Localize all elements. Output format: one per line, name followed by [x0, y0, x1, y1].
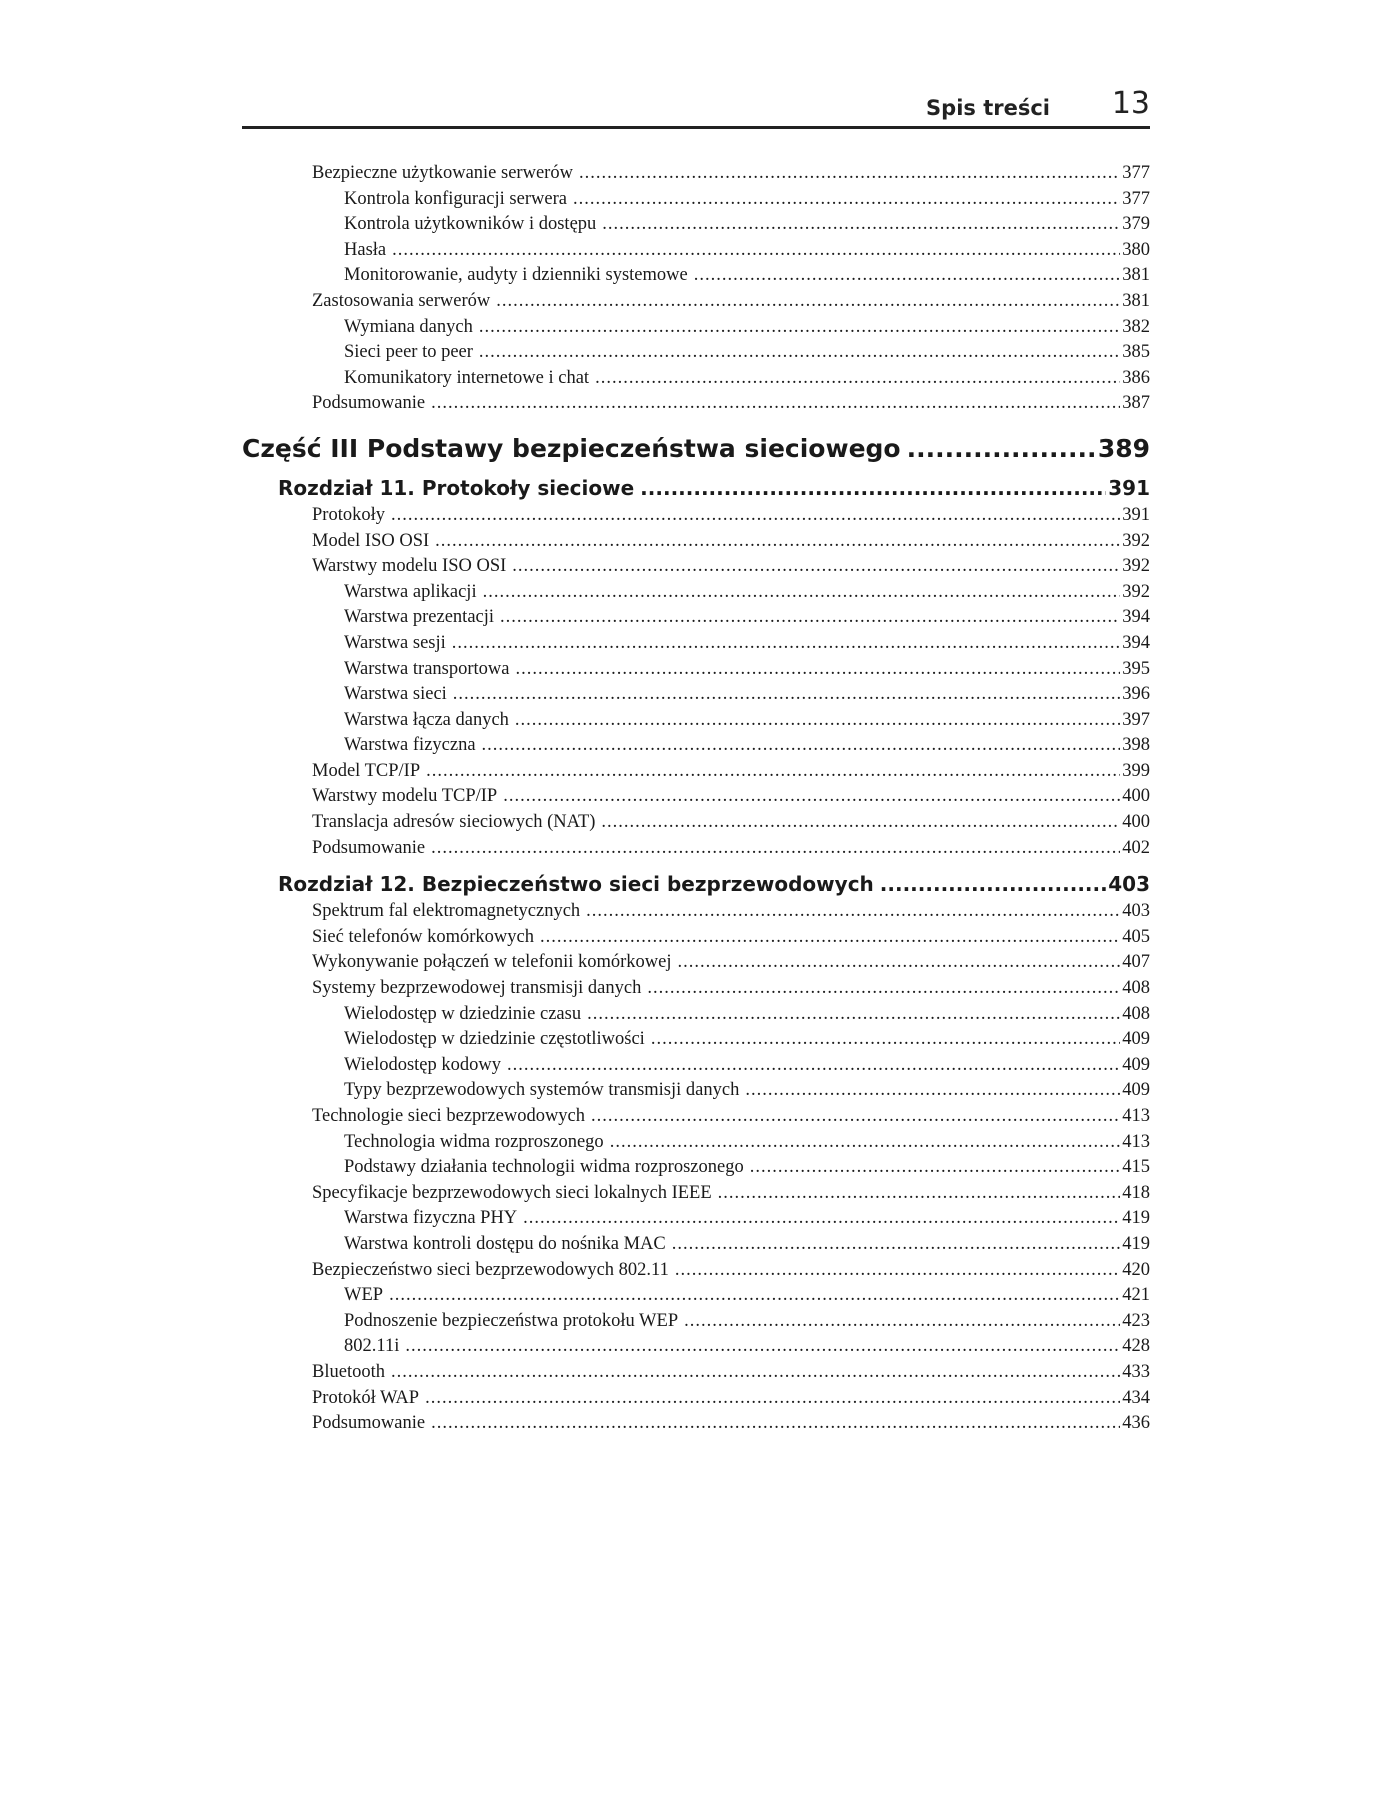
toc-leader-dots: [718, 1181, 1121, 1207]
toc-entry-title: Podnoszenie bezpieczeństwa protokołu WEP: [344, 1310, 679, 1331]
toc-entry-title: Warstwy modelu ISO OSI: [312, 556, 507, 577]
toc-subsection-entry: [242, 580, 1150, 606]
toc-entry-page: 382: [1122, 316, 1150, 337]
toc-subsection-entry: [242, 1155, 1150, 1181]
toc-leader-dots: [640, 473, 1106, 503]
toc-chapter-entry: [242, 869, 1150, 899]
toc-entry-title: Warstwa prezentacji: [344, 607, 495, 628]
toc-subsection-entry: [242, 340, 1150, 366]
toc-leader-dots: [587, 1002, 1120, 1028]
toc-leader-dots: [694, 263, 1121, 289]
toc-entry-page: 386: [1122, 367, 1150, 388]
toc-entry-title: Wielodostęp w dziedzinie częstotliwości: [344, 1029, 645, 1050]
toc-entry-page: 413: [1122, 1106, 1150, 1126]
toc-entry-title: Hasła: [344, 239, 387, 260]
toc-subsection-entry: [242, 1053, 1150, 1079]
toc-entry-title: Systemy bezprzewodowej transmisji danych: [312, 978, 642, 999]
toc-leader-dots: [453, 682, 1120, 708]
toc-chapter-page: 403: [1108, 872, 1150, 897]
toc-leader-dots: [678, 950, 1121, 976]
toc-section-entry: [242, 810, 1150, 836]
toc-entry-page: 421: [1122, 1285, 1150, 1306]
toc-entry-page: 420: [1122, 1259, 1150, 1280]
toc-section-entry: [242, 1360, 1150, 1386]
toc-subsection-entry: [242, 631, 1150, 657]
toc-leader-dots: [435, 529, 1120, 555]
toc-leader-dots: [426, 759, 1120, 785]
toc-leader-dots: [610, 1130, 1121, 1156]
toc-entry-title: Specyfikacje bezprzewodowych sieci lokalnych IEEE: [312, 1182, 712, 1203]
toc-entry-title: Typy bezprzewodowych systemów transmisji danych: [344, 1080, 740, 1101]
toc-leader-dots: [675, 1258, 1120, 1284]
toc-leader-dots: [425, 1386, 1120, 1412]
toc-leader-dots: [503, 784, 1120, 810]
toc-leader-dots: [601, 810, 1120, 836]
toc-leader-dots: [515, 657, 1120, 683]
toc-entry-title: Model ISO OSI: [312, 530, 430, 551]
page-header: [242, 86, 1150, 129]
toc-leader-dots: [672, 1232, 1121, 1258]
toc-section-entry: [242, 899, 1150, 925]
toc-subsection-entry: [242, 1232, 1150, 1258]
toc-entry-page: 394: [1122, 607, 1150, 628]
toc-leader-dots: [745, 1078, 1120, 1104]
toc-block-chapter-12: [242, 899, 1150, 1436]
toc-section-entry: [242, 1181, 1150, 1207]
toc-part-entry: [242, 427, 1150, 471]
toc-entry-page: 394: [1122, 632, 1150, 653]
toc-part-page: 389: [1097, 433, 1150, 463]
toc-leader-dots: [479, 340, 1120, 366]
toc-subsection-entry: [242, 605, 1150, 631]
toc-subsection-entry: [242, 187, 1150, 213]
toc-leader-dots: [684, 1309, 1120, 1335]
toc-entry-page: 391: [1122, 504, 1150, 525]
toc-entry-page: 402: [1122, 837, 1150, 858]
toc-chapter-page: 391: [1108, 475, 1150, 500]
toc-leader-dots: [500, 605, 1120, 631]
toc-entry-title: Warstwa kontroli dostępu do nośnika MAC: [344, 1233, 666, 1254]
toc-entry-page: 433: [1122, 1361, 1150, 1382]
toc-entry-page: 419: [1122, 1208, 1150, 1229]
toc-subsection-entry: [242, 1002, 1150, 1028]
toc-section-entry: [242, 391, 1150, 417]
toc-entry-title: Wielodostęp w dziedzinie czasu: [344, 1003, 582, 1024]
toc-entry-page: 392: [1122, 556, 1150, 577]
toc-leader-dots: [392, 238, 1120, 264]
toc-leader-dots: [515, 708, 1120, 734]
toc-entry-title: Sieć telefonów komórkowych: [312, 926, 534, 947]
toc-entry-page: 377: [1122, 163, 1150, 183]
toc-entry-page: 398: [1122, 735, 1150, 756]
toc-subsection-entry: [242, 366, 1150, 392]
toc-leader-dots: [391, 1360, 1120, 1386]
toc-leader-dots: [482, 733, 1121, 759]
toc-entry-page: 377: [1122, 188, 1150, 209]
toc-entry-title: Podstawy działania technologii widma rozproszonego: [344, 1157, 744, 1178]
toc-entry-page: 400: [1122, 786, 1150, 807]
toc-entry-page: 436: [1122, 1413, 1150, 1434]
toc-entry-title: Podsumowanie: [312, 393, 426, 414]
toc-subsection-entry: [242, 263, 1150, 289]
toc-section-entry: [242, 289, 1150, 315]
toc-entry-page: 408: [1122, 978, 1150, 999]
toc-entry-page: 381: [1122, 265, 1150, 286]
toc-subsection-entry: [242, 1334, 1150, 1360]
toc-leader-dots: [579, 161, 1120, 187]
toc-leader-dots: [540, 925, 1120, 951]
toc-entry-page: 380: [1122, 239, 1150, 260]
toc-entry-page: 409: [1122, 1080, 1150, 1101]
toc-leader-dots: [907, 427, 1096, 471]
toc-entry-title: Warstwy modelu TCP/IP: [312, 786, 498, 807]
toc-leader-dots: [479, 315, 1120, 341]
toc-entry-title: WEP: [344, 1285, 384, 1306]
toc-leader-dots: [512, 554, 1120, 580]
toc-entry-page: 396: [1122, 684, 1150, 705]
toc-entry-page: 423: [1122, 1310, 1150, 1331]
toc-subsection-entry: [242, 212, 1150, 238]
toc-entry-page: 403: [1122, 901, 1150, 922]
toc-subsection-entry: [242, 682, 1150, 708]
toc-leader-dots: [452, 631, 1120, 657]
toc-section-entry: [242, 976, 1150, 1002]
page-number: 13: [1111, 86, 1150, 121]
toc-leader-dots: [750, 1155, 1121, 1181]
toc-entry-title: Kontrola użytkowników i dostępu: [344, 214, 597, 235]
toc-leader-dots: [431, 391, 1120, 417]
toc-subsection-entry: [242, 1309, 1150, 1335]
toc-entry-page: 400: [1122, 812, 1150, 833]
toc-block-chapter-11: [242, 503, 1150, 861]
toc-entry-title: Warstwa transportowa: [344, 658, 510, 679]
toc-entry-title: Translacja adresów sieciowych (NAT): [312, 812, 596, 833]
toc-subsection-entry: [242, 733, 1150, 759]
toc-section-entry: [242, 1386, 1150, 1412]
toc-leader-dots: [389, 1283, 1120, 1309]
toc-leader-dots: [496, 289, 1120, 315]
toc-subsection-entry: [242, 238, 1150, 264]
toc-section-entry: [242, 1258, 1150, 1284]
toc-entry-title: Sieci peer to peer: [344, 342, 473, 363]
toc-entry-title: Bezpieczne użytkowanie serwerów: [312, 163, 573, 183]
toc-leader-dots: [483, 580, 1121, 606]
toc-subsection-entry: [242, 657, 1150, 683]
toc-entry-title: Technologie sieci bezprzewodowych: [312, 1106, 586, 1126]
toc-entry-title: Wykonywanie połączeń w telefonii komórkowej: [312, 952, 672, 973]
toc-entry-page: 405: [1122, 926, 1150, 947]
toc-entry-page: 418: [1122, 1182, 1150, 1203]
toc-leader-dots: [647, 976, 1120, 1002]
toc-entry-title: Podsumowanie: [312, 1413, 426, 1434]
toc-part-title: Część III Podstawy bezpieczeństwa sieciowego: [242, 433, 901, 463]
toc-entry-page: 379: [1122, 214, 1150, 235]
toc-entry-title: Zastosowania serwerów: [312, 290, 491, 311]
toc-section-entry: [242, 1104, 1150, 1130]
toc-chapter-title: Rozdział 11. Protokoły sieciowe: [278, 475, 635, 500]
toc-entry-title: Komunikatory internetowe i chat: [344, 367, 590, 388]
toc-section-entry: [242, 1411, 1150, 1437]
toc-section-entry: [242, 161, 1150, 187]
toc-leader-dots: [602, 212, 1120, 238]
toc-leader-dots: [507, 1053, 1120, 1079]
toc-entry-title: Wielodostęp kodowy: [344, 1054, 501, 1075]
toc-leader-dots: [651, 1027, 1120, 1053]
toc-entry-title: Bezpieczeństwo sieci bezprzewodowych 802.11: [312, 1259, 669, 1280]
toc-entry-page: 395: [1122, 658, 1150, 679]
toc-entry-page: 419: [1122, 1233, 1150, 1254]
toc-subsection-entry: [242, 1130, 1150, 1156]
toc-entry-page: 434: [1122, 1387, 1150, 1408]
toc-entry-page: 409: [1122, 1029, 1150, 1050]
toc-entry-page: 397: [1122, 709, 1150, 730]
toc-entry-page: 385: [1122, 342, 1150, 363]
toc-entry-title: Protokół WAP: [312, 1387, 420, 1408]
toc-entry-page: 392: [1122, 530, 1150, 551]
toc-leader-dots: [595, 366, 1120, 392]
toc-entry-page: 392: [1122, 581, 1150, 602]
toc-section-entry: [242, 759, 1150, 785]
toc-subsection-entry: [242, 1027, 1150, 1053]
toc-chapter-title: Rozdział 12. Bezpieczeństwo sieci bezprzewodowych: [278, 872, 874, 897]
toc-entry-title: Wymiana danych: [344, 316, 473, 337]
toc-entry-title: Warstwa łącza danych: [344, 709, 509, 730]
toc-entry-page: 428: [1122, 1336, 1150, 1357]
toc-entry-page: 413: [1122, 1131, 1150, 1152]
toc-leader-dots: [591, 1104, 1120, 1130]
toc-leader-dots: [431, 1411, 1120, 1437]
running-title: Spis treści: [926, 96, 1050, 120]
toc-leader-dots: [405, 1334, 1120, 1360]
toc-subsection-entry: [242, 315, 1150, 341]
toc-subsection-entry: [242, 1206, 1150, 1232]
toc-entry-title: Warstwa sesji: [344, 632, 446, 653]
toc-entry-title: Warstwa sieci: [344, 684, 447, 705]
toc-leader-dots: [523, 1206, 1120, 1232]
toc-section-entry: [242, 950, 1150, 976]
toc-entry-title: Bluetooth: [312, 1361, 385, 1382]
toc-leader-dots: [586, 899, 1120, 925]
toc-entry-page: 409: [1122, 1054, 1150, 1075]
toc-leader-dots: [880, 869, 1106, 899]
toc-entry-page: 407: [1122, 952, 1150, 973]
toc-entry-title: Technologia widma rozproszonego: [344, 1131, 604, 1152]
toc-subsection-entry: [242, 708, 1150, 734]
toc-leader-dots: [391, 503, 1120, 529]
toc-chapter-entry: [242, 473, 1150, 503]
toc-entry-title: Kontrola konfiguracji serwera: [344, 188, 567, 209]
table-of-contents: [242, 161, 1150, 1437]
toc-entry-page: 387: [1122, 393, 1150, 414]
toc-block-server-security: [242, 161, 1150, 417]
toc-section-entry: [242, 784, 1150, 810]
toc-entry-page: 381: [1122, 290, 1150, 311]
toc-entry-title: Protokoły: [312, 504, 385, 525]
toc-entry-title: Warstwa aplikacji: [344, 581, 477, 602]
toc-entry-title: Warstwa fizyczna PHY: [344, 1208, 518, 1229]
toc-entry-page: 399: [1122, 760, 1150, 781]
toc-entry-title: Model TCP/IP: [312, 760, 421, 781]
toc-section-entry: [242, 503, 1150, 529]
toc-entry-title: Podsumowanie: [312, 837, 426, 858]
toc-section-entry: [242, 529, 1150, 555]
toc-entry-page: 415: [1122, 1157, 1150, 1178]
toc-section-entry: [242, 836, 1150, 862]
toc-entry-title: Spektrum fal elektromagnetycznych: [312, 901, 581, 922]
toc-entry-title: Warstwa fizyczna: [344, 735, 476, 756]
toc-entry-title: Monitorowanie, audyty i dzienniki systemowe: [344, 265, 688, 286]
toc-section-entry: [242, 554, 1150, 580]
toc-entry-title: 802.11i: [344, 1336, 400, 1357]
toc-leader-dots: [573, 187, 1120, 213]
toc-section-entry: [242, 925, 1150, 951]
toc-subsection-entry: [242, 1283, 1150, 1309]
toc-leader-dots: [431, 836, 1120, 862]
toc-subsection-entry: [242, 1078, 1150, 1104]
toc-entry-page: 408: [1122, 1003, 1150, 1024]
